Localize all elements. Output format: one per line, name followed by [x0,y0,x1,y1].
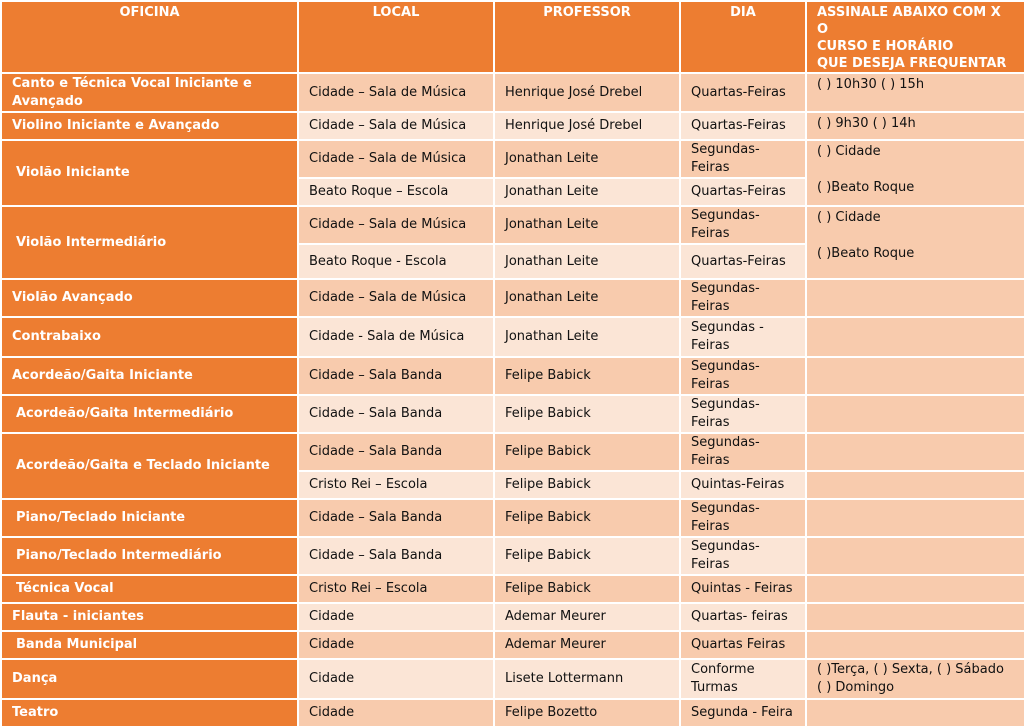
choice-cell[interactable] [807,318,1024,356]
dia-cell: Segundas-Feiras [681,538,805,574]
oficina-cell: Piano/Teclado Intermediário [2,538,297,574]
professor-cell: Felipe Babick [495,500,679,536]
table-row [2,500,1024,536]
local-cell: Beato Roque - Escola [299,245,493,278]
choice-cell[interactable]: ( ) 10h30 ( ) 15h [807,74,1024,111]
table-row [2,396,1024,432]
header-local: LOCAL [299,2,493,72]
table-row [2,604,1024,630]
dia-cell: Conforme Turmas [681,660,805,698]
choice-cell[interactable] [807,576,1024,602]
local-cell: Cidade [299,604,493,630]
local-cell: Cidade – Sala Banda [299,396,493,432]
oficina-cell: Violão Avançado [2,280,297,316]
professor-cell: Felipe Babick [495,472,679,498]
dia-cell: Quartas-Feiras [681,245,805,278]
oficina-cell: Teatro [2,700,297,726]
dia-cell: Quartas-Feiras [681,179,805,205]
professor-cell: Jonathan Leite [495,245,679,278]
professor-cell: Felipe Babick [495,358,679,394]
local-cell: Cristo Rei – Escola [299,576,493,602]
local-cell: Cidade – Sala de Música [299,207,493,243]
local-cell: Cidade - Sala de Música [299,318,493,356]
local-cell: Cidade – Sala Banda [299,500,493,536]
table-row [2,576,1024,602]
dia-cell: Quartas- feiras [681,604,805,630]
table-row [2,74,1024,111]
oficina-cell: Acordeão/Gaita e Teclado Iniciante [2,434,297,498]
choice-cell[interactable]: ( ) 9h30 ( ) 14h [807,113,1024,139]
table-row [2,280,1024,316]
local-cell: Cidade [299,632,493,658]
professor-cell: Jonathan Leite [495,179,679,205]
professor-cell: Jonathan Leite [495,318,679,356]
professor-cell: Jonathan Leite [495,207,679,243]
dia-cell: Segundas-Feiras [681,396,805,432]
local-cell: Cidade – Sala Banda [299,358,493,394]
choice-cell[interactable] [807,632,1024,658]
local-cell: Cidade – Sala de Música [299,280,493,316]
local-cell: Beato Roque – Escola [299,179,493,205]
dia-cell: Quartas-Feiras [681,113,805,139]
oficina-cell: Acordeão/Gaita Iniciante [2,358,297,394]
choice-cell[interactable] [807,472,1024,498]
table-row [2,632,1024,658]
oficina-cell: Dança [2,660,297,698]
oficina-cell: Flauta - iniciantes [2,604,297,630]
header-row [2,2,1024,72]
choice-cell[interactable] [807,500,1024,536]
table-row [2,700,1024,726]
local-cell: Cidade – Sala de Música [299,141,493,177]
local-cell: Cidade [299,700,493,726]
header-assinale: ASSINALE ABAIXO COM X O CURSO E HORÁRIO QUE DESEJA FREQUENTAR [807,2,1024,72]
choice-cell[interactable] [807,700,1024,726]
choice-cell[interactable] [807,538,1024,574]
oficina-cell: Acordeão/Gaita Intermediário [2,396,297,432]
dia-cell: Segundas-Feiras [681,141,805,177]
dia-cell: Quartas-Feiras [681,74,805,111]
dia-cell: Segundas-Feiras [681,434,805,470]
dia-cell: Segundas-Feiras [681,207,805,243]
header-professor: PROFESSOR [495,2,679,72]
table-row [2,660,1024,698]
professor-cell: Henrique José Drebel [495,74,679,111]
table-row [2,318,1024,356]
professor-cell: Ademar Meurer [495,632,679,658]
choice-cell[interactable]: ( ) Cidade ( )Beato Roque [807,207,1024,278]
oficina-cell: Piano/Teclado Iniciante [2,500,297,536]
dia-cell: Segundas - Feiras [681,318,805,356]
dia-cell: Segundas-Feiras [681,358,805,394]
professor-cell: Felipe Babick [495,538,679,574]
choice-cell[interactable] [807,358,1024,394]
table-row [2,207,1024,243]
professor-cell: Felipe Babick [495,434,679,470]
table-row [2,434,1024,470]
table-row [2,538,1024,574]
table-row [2,113,1024,139]
dia-cell: Quintas - Feiras [681,576,805,602]
table-row [2,141,1024,177]
professor-cell: Lisete Lottermann [495,660,679,698]
oficina-cell: Técnica Vocal [2,576,297,602]
choice-cell[interactable] [807,604,1024,630]
choice-cell[interactable] [807,396,1024,432]
professor-cell: Henrique José Drebel [495,113,679,139]
local-cell: Cidade – Sala Banda [299,434,493,470]
choice-cell[interactable]: ( ) Cidade ( )Beato Roque [807,141,1024,205]
local-cell: Cristo Rei – Escola [299,472,493,498]
oficina-cell: Contrabaixo [2,318,297,356]
oficina-cell: Canto e Técnica Vocal Iniciante e Avançado [2,74,297,111]
oficina-cell: Violão Intermediário [2,207,297,278]
professor-cell: Ademar Meurer [495,604,679,630]
dia-cell: Quartas Feiras [681,632,805,658]
choice-cell[interactable] [807,434,1024,470]
choice-cell[interactable] [807,280,1024,316]
header-dia: DIA [681,2,805,72]
header-oficina: OFICINA [2,2,297,72]
professor-cell: Felipe Bozetto [495,700,679,726]
oficina-cell: Violão Iniciante [2,141,297,205]
professor-cell: Jonathan Leite [495,141,679,177]
professor-cell: Felipe Babick [495,576,679,602]
local-cell: Cidade – Sala de Música [299,113,493,139]
choice-cell[interactable]: ( )Terça, ( ) Sexta, ( ) Sábado ( ) Domingo [807,660,1024,698]
dia-cell: Segunda - Feira [681,700,805,726]
dia-cell: Segundas-Feiras [681,500,805,536]
local-cell: Cidade – Sala Banda [299,538,493,574]
oficina-cell: Banda Municipal [2,632,297,658]
dia-cell: Quintas-Feiras [681,472,805,498]
table-row [2,358,1024,394]
professor-cell: Jonathan Leite [495,280,679,316]
local-cell: Cidade – Sala de Música [299,74,493,111]
oficina-cell: Violino Iniciante e Avançado [2,113,297,139]
professor-cell: Felipe Babick [495,396,679,432]
local-cell: Cidade [299,660,493,698]
dia-cell: Segundas-Feiras [681,280,805,316]
